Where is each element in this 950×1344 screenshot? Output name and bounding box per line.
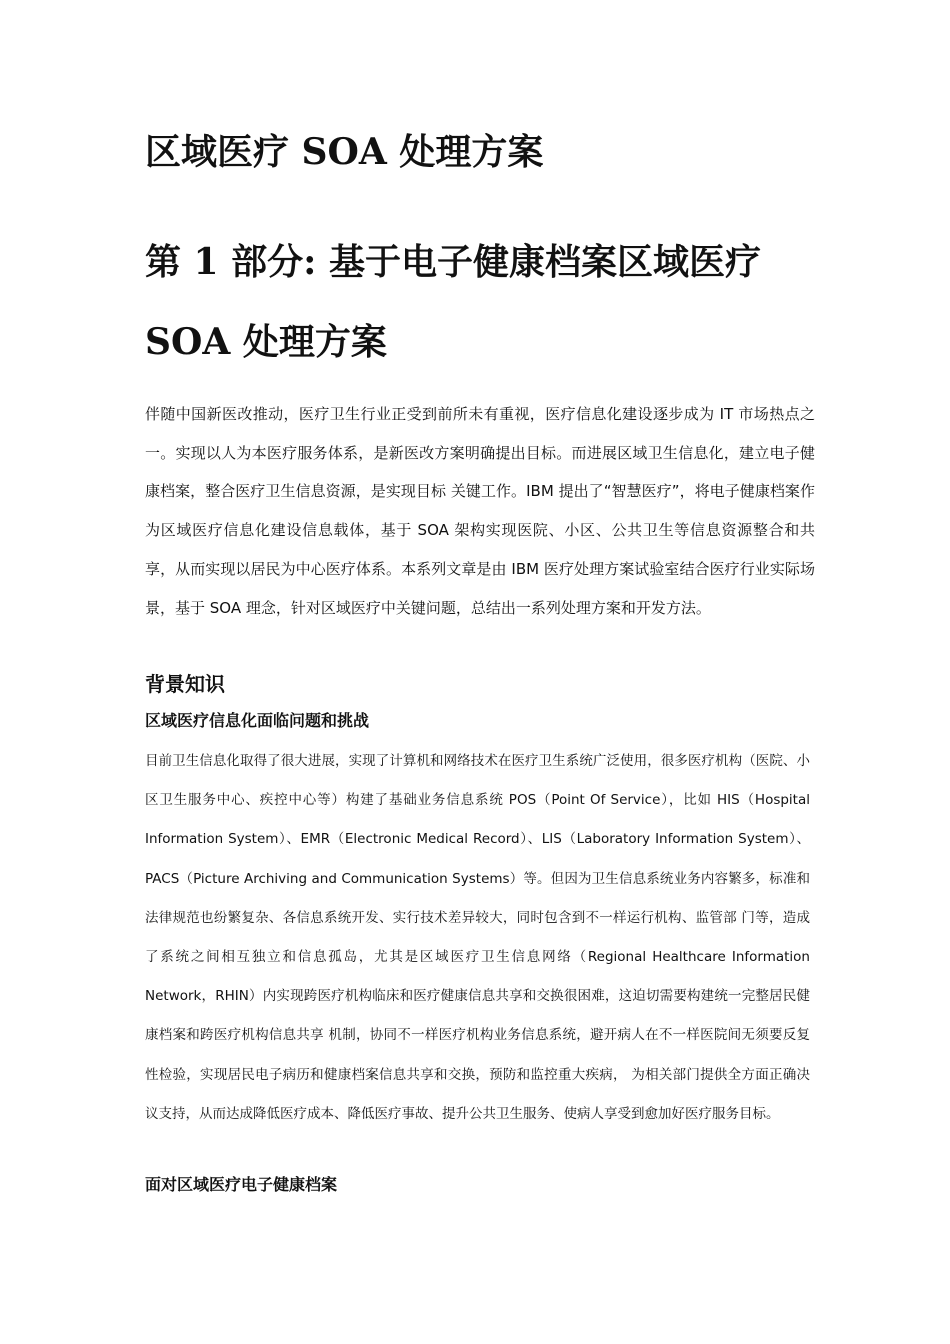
challenges-paragraph: 目前卫生信息化取得了很大进展，实现了计算机和网络技术在医疗卫生系统广泛使用，很多医疗机构（医院、小区卫生服务中心、疾控中心等）构建了基础业务信息系统 POS（Point Of Service），比如 HIS（Hospital Information System）、EMR（Electronic Medical Record）、LIS（Laboratory Information System）、PACS（Picture Archiving and Communication Systems）等。但因为卫生信息系统业务内容繁多，标准和法律规范也纷繁复杂、各信息系统开发、实行技术差异较大，同时包含到不一样运行机构、监管部 门等，造成了系统之间相互独立和信息孤岛，尤其是区域医疗卫生信息网络（Regional Healthcare Information Network，RHIN）内实现跨医疗机构临床和医疗健康信息共享和交换很困难，这迫切需要构建统一完整居民健康档案和跨医疗机构信息共享 机制，协同不一样医疗机构业务信息系统，避开病人在不一样医院间无须要反复性检验，实现居民电子病历和健康档案信息共享和交换，预防和监控重大疾病， 为相关部门提供全方面正确决议支持，从而达成降低医疗成本、降低医疗事故、提升公共卫生服务、使病人享受到愈加好医疗服务目标。: [145, 753, 810, 1122]
subsection-heading-challenges: 区域医疗信息化面临问题和挑战: [145, 711, 370, 730]
intro-paragraph: 伴随中国新医改推动，医疗卫生行业正受到前所未有重视，医疗信息化建设逐步成为 IT 市场热点之一。实现以人为本医疗服务体系，是新医改方案明确提出目标。而进展区域卫生信息化，建立电子健康档案，整合医疗卫生信息资源，是实现目标 关键工作。IBM 提出了“智慧医疗”，将电子健康档案作为区域医疗信息化建设信息载体，基于 SOA 架构实现医院、小区、公共卫生等信息资源整合和共享，从而实现以居民为中心医疗体系。本系列文章是由 IBM 医疗处理方案试验室结合医疗行业实际场景，基于 SOA 理念，针对区域医疗中关键问题，总结出一系列处理方案和开发方法。: [145, 405, 815, 617]
subsection-heading-ehr: 面对区域医疗电子健康档案: [145, 1175, 338, 1194]
section-heading-background: 背景知识: [145, 672, 225, 696]
part-title: 第 1 部分: 基于电子健康档案区域医疗 SOA 处理方案: [145, 241, 761, 363]
document-title: 区域医疗 SOA 处理方案: [145, 131, 544, 173]
